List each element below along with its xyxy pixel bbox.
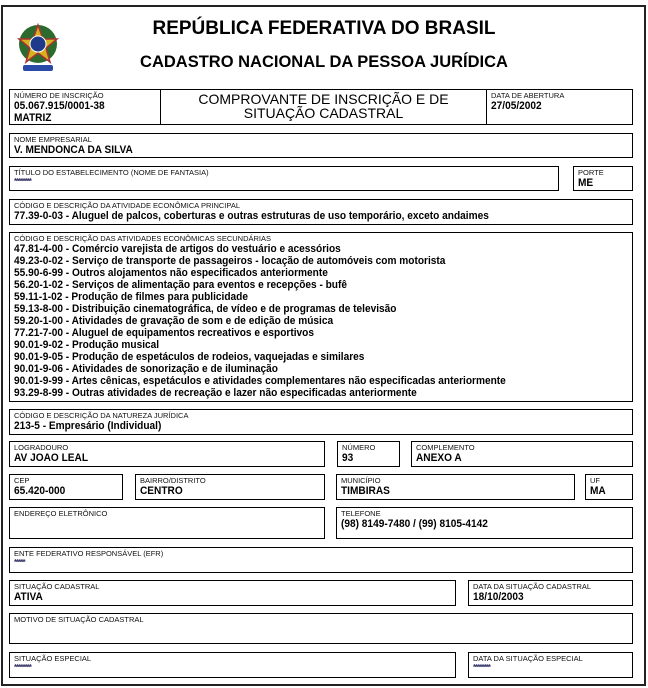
especial-box [9, 652, 456, 678]
municipio-box [336, 474, 575, 500]
efr-value: ***** [14, 558, 25, 567]
uf-value: MA [590, 485, 606, 497]
secondary-activity-item: 55.90-6-99 - Outros alojamentos não especificados anteriormente [14, 267, 328, 279]
data-situacao-box [468, 580, 633, 606]
efr-label: ENTE FEDERATIVO RESPONSÁVEL (EFR) [14, 549, 164, 558]
nome-value: V. MENDONCA DA SILVA [14, 144, 133, 156]
telefone-box [336, 507, 633, 539]
secondary-activity-item: 90.01-9-99 - Artes cênicas, espetáculos e atividades complementares não especificadas anteriormente [14, 375, 506, 387]
municipio-label: MUNICÍPIO [341, 476, 381, 485]
nome-box [9, 133, 633, 158]
data-situacao-value: 18/10/2003 [473, 591, 524, 603]
secondary-activity-item: 90.01-9-02 - Produção musical [14, 339, 160, 351]
email-box [9, 507, 325, 539]
porte-box [573, 166, 633, 191]
secondary-activity-item: 59.20-1-00 - Atividades de gravação de som e de edição de música [14, 315, 334, 327]
logradouro-value: AV JOAO LEAL [14, 452, 89, 464]
efr-box [9, 547, 633, 573]
principal-box [9, 199, 633, 225]
cep-value: 65.420-000 [14, 485, 66, 497]
abertura-value: 27/05/2002 [491, 100, 542, 112]
inscricao-value: 05.067.915/0001-38 [14, 100, 105, 112]
secondary-activity-item: 59.13-8-00 - Distribuição cinematográfica, de vídeo e de programas de televisão [14, 303, 397, 315]
logradouro-label: LOGRADOURO [14, 443, 69, 452]
secondary-activity-item: 47.81-4-00 - Comércio varejista de artigos do vestuário e acessórios [14, 243, 341, 255]
secundarias-label: CÓDIGO E DESCRIÇÃO DAS ATIVIDADES ECONÔMICAS SECUNDÁRIAS [14, 234, 271, 243]
nome-label: NOME EMPRESARIAL [14, 135, 92, 144]
doc-title-box [160, 89, 487, 125]
header-subtitle: CADASTRO NACIONAL DA PESSOA JURÍDICA [140, 53, 508, 71]
secondary-activity-item: 77.21-7-00 - Aluguel de equipamentos recreativos e esportivos [14, 327, 314, 339]
secondary-activity-item: 56.20-1-02 - Serviços de alimentação para eventos e recepções - bufê [14, 279, 347, 291]
secondary-activity-item: 49.23-0-02 - Serviço de transporte de passageiros - locação de automóveis com motorista [14, 255, 446, 267]
uf-label: UF [590, 476, 600, 485]
telefone-value: (98) 8149-7480 / (99) 8105-4142 [341, 518, 488, 530]
numero-box [337, 441, 400, 467]
porte-value: ME [578, 177, 594, 189]
situacao-value: ATIVA [14, 591, 43, 603]
cep-box [9, 474, 123, 500]
data-especial-label: DATA DA SITUAÇÃO ESPECIAL [473, 654, 583, 663]
natureza-value: 213-5 - Empresário (Individual) [14, 420, 162, 432]
natureza-box [9, 409, 633, 435]
especial-value: ******** [14, 663, 31, 672]
inscricao-label: NÚMERO DE INSCRIÇÃO [14, 91, 104, 100]
situacao-label: SITUAÇÃO CADASTRAL [14, 582, 100, 591]
fantasia-label: TÍTULO DO ESTABELECIMENTO (NOME DE FANTASIA) [14, 168, 209, 177]
data-especial-box [468, 652, 633, 678]
email-label: ENDEREÇO ELETRÔNICO [14, 509, 108, 518]
situacao-box [9, 580, 456, 606]
uf-box [585, 474, 633, 500]
principal-value: 77.39-0-03 - Aluguel de palcos, coberturas e outras estruturas de uso temporário, exceto andaimes [14, 210, 489, 222]
bairro-value: CENTRO [140, 485, 183, 497]
abertura-box [486, 89, 633, 125]
motivo-box [9, 613, 633, 644]
telefone-label: TELEFONE [341, 509, 381, 518]
natureza-label: CÓDIGO E DESCRIÇÃO DA NATUREZA JURÍDICA [14, 411, 189, 420]
inscricao-box [9, 89, 161, 125]
secundarias-list [14, 243, 628, 399]
header-title: REPÚBLICA FEDERATIVA DO BRASIL [152, 18, 496, 39]
secondary-activity-item: 59.11-1-02 - Produção de filmes para publicidade [14, 291, 248, 303]
cep-label: CEP [14, 476, 30, 485]
fantasia-value: ******** [14, 177, 31, 186]
logradouro-box [9, 441, 325, 467]
motivo-label: MOTIVO DE SITUAÇÃO CADASTRAL [14, 615, 144, 624]
secondary-activity-item: 93.29-8-99 - Outras atividades de recreação e lazer não especificadas anteriormente [14, 387, 417, 399]
secondary-activity-item: 90.01-9-05 - Produção de espetáculos de rodeios, vaquejadas e similares [14, 351, 365, 363]
secondary-activity-item: 90.01-9-06 - Atividades de sonorização e de iluminação [14, 363, 278, 375]
data-especial-value: ******** [473, 663, 490, 672]
inscricao-tipo: MATRIZ [14, 112, 52, 124]
especial-label: SITUAÇÃO ESPECIAL [14, 654, 92, 663]
numero-value: 93 [342, 452, 354, 464]
municipio-value: TIMBIRAS [341, 485, 390, 497]
complemento-box [411, 441, 633, 467]
complemento-value: ANEXO A [416, 452, 462, 464]
porte-label: PORTE [578, 168, 604, 177]
bairro-box [135, 474, 325, 500]
secundarias-box [9, 232, 633, 402]
doc-title: COMPROVANTE DE INSCRIÇÃO E DE SITUAÇÃO CADASTRAL [198, 91, 449, 121]
complemento-label: COMPLEMENTO [416, 443, 475, 452]
numero-label: NÚMERO [342, 443, 376, 452]
abertura-label: DATA DE ABERTURA [491, 91, 565, 100]
fantasia-box [9, 166, 559, 191]
bairro-label: BAIRRO/DISTRITO [140, 476, 206, 485]
data-situacao-label: DATA DA SITUAÇÃO CADASTRAL [473, 582, 592, 591]
principal-label: CÓDIGO E DESCRIÇÃO DA ATIVIDADE ECONÔMICA PRINCIPAL [14, 201, 241, 210]
